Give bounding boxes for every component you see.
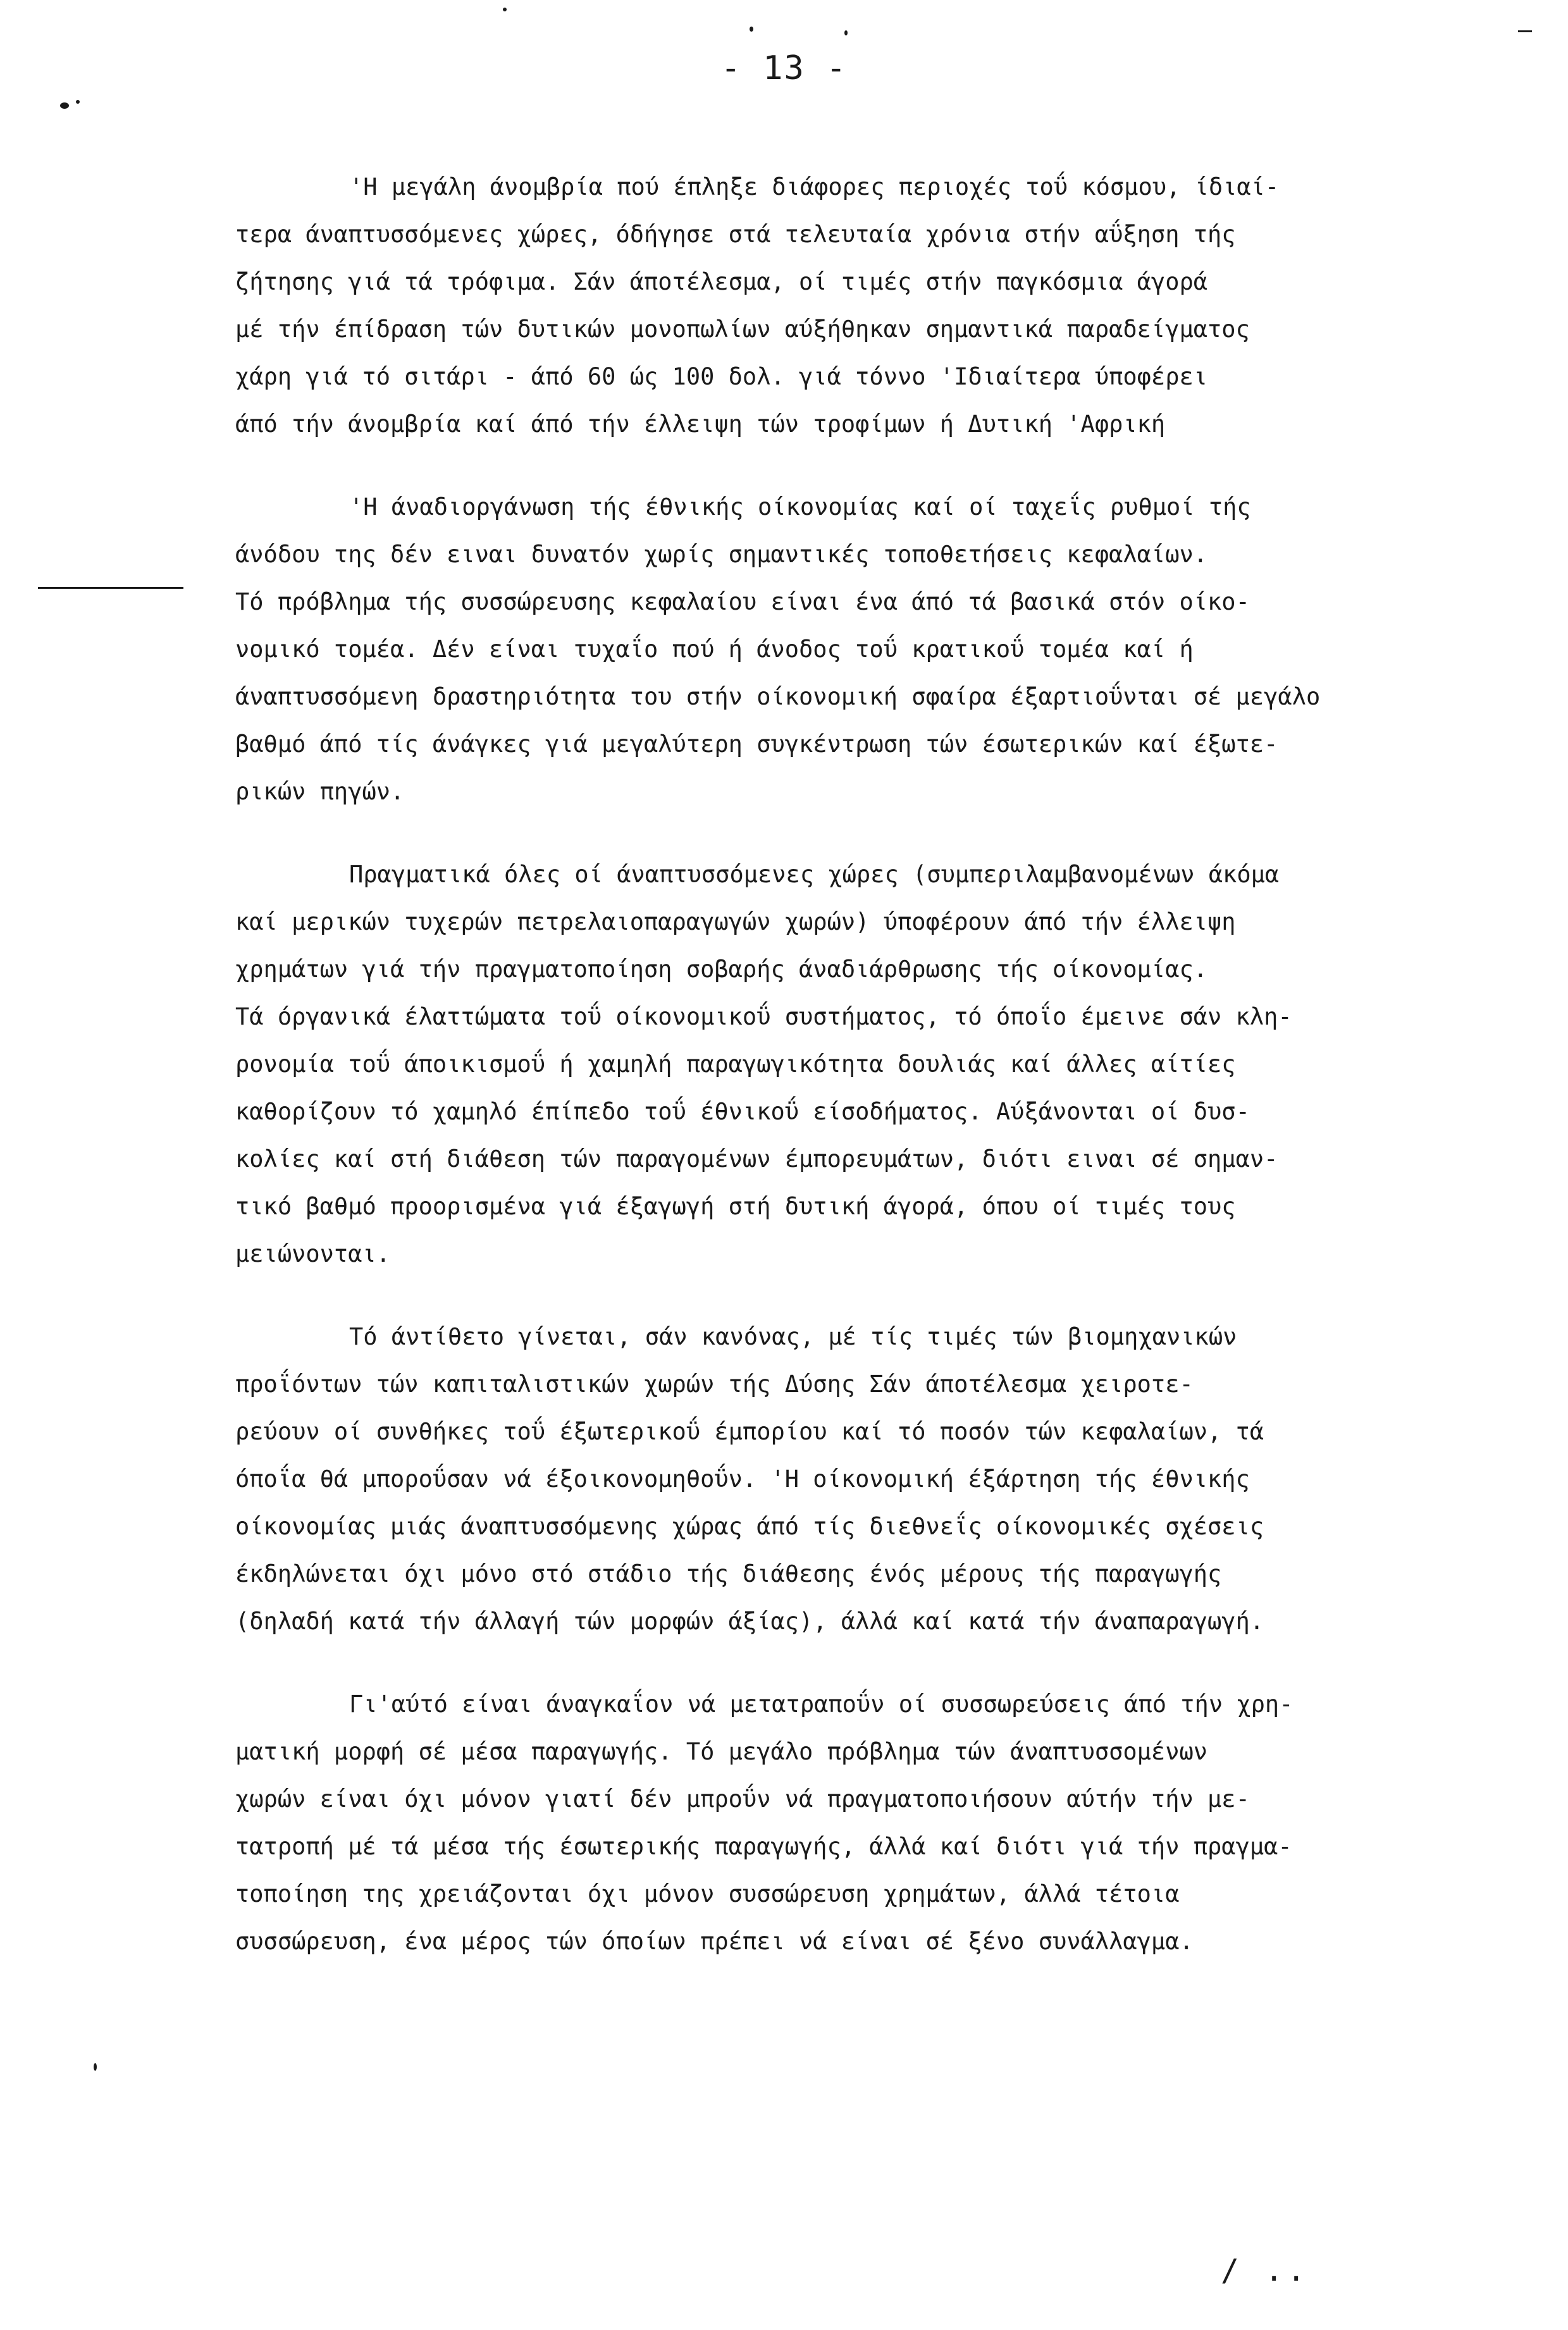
paragraph-4: [235, 1313, 1437, 1645]
text-line: ρεύουν οί συνθήκες τοΰ έξωτερικοΰ έμπορίου καί τό ποσόν τών κεφαλαίων, τά: [235, 1418, 1264, 1445]
paragraph-1: [235, 163, 1437, 448]
text-line: Πραγματικά όλες οί άναπτυσσόμενες χώρες (συμπεριλαμβανομένων άκόμα: [349, 861, 1280, 888]
scan-dash: [38, 587, 183, 589]
text-line: καί μερικών τυχερών πετρελαιοπαραγωγών χωρών) ύποφέρουν άπό τήν έλλειψη: [235, 908, 1236, 935]
body-text: [235, 163, 1437, 2000]
text-line: τερα άναπτυσσόμενες χώρες, όδήγησε στά τελευταία χρόνια στήν αΰξηση τής: [235, 221, 1236, 248]
text-line: Τό πρόβλημα τής συσσώρευσης κεφαλαίου είναι ένα άπό τά βασικά στόν οίκο-: [235, 588, 1250, 615]
page-number: - 13 -: [720, 49, 848, 87]
paragraph-3: [235, 851, 1437, 1278]
continuation-mark: / ..: [1221, 2253, 1309, 2288]
scan-speck: [844, 30, 848, 35]
text-line: καθορίζουν τό χαμηλό έπίπεδο τοΰ έθνικοΰ είσοδήματος. Αύξάνονται οί δυσ-: [235, 1098, 1250, 1125]
text-line: οίκονομίας μιάς άναπτυσσόμενης χώρας άπό τίς διεθνεΐς οίκονομικές σχέσεις: [235, 1513, 1264, 1540]
text-line: χρημάτων γιά τήν πραγματοποίηση σοβαρής άναδιάρθρωσης τής οίκονομίας.: [235, 956, 1208, 983]
scan-speck: [94, 2063, 97, 2071]
text-line: μέ τήν έπίδραση τών δυτικών μονοπωλίων αύξήθηκαν σημαντικά παραδείγματος: [235, 316, 1250, 343]
text-line: βαθμό άπό τίς άνάγκες γιά μεγαλύτερη συγκέντρωση τών έσωτερικών καί έξωτε-: [235, 730, 1278, 758]
text-line: άπό τήν άνομβρία καί άπό τήν έλλειψη τών τροφίμων ή Δυτική 'Αφρική: [235, 410, 1166, 438]
text-line: όποΐα θά μποροΰσαν νά έξοικονομηθοΰν. 'Η οίκονομική έξάρτηση τής έθνικής: [235, 1465, 1250, 1493]
text-line: χάρη γιά τό σιτάρι - άπό 60 ώς 100 δολ. γιά τόννο 'Ιδιαίτερα ύποφέρει: [235, 363, 1208, 390]
text-line: Τό άντίθετο γίνεται, σάν κανόνας, μέ τίς τιμές τών βιομηχανικών: [349, 1323, 1237, 1350]
text-line: τατροπή μέ τά μέσα τής έσωτερικής παραγωγής, άλλά καί διότι γιά τήν πραγμα-: [235, 1833, 1292, 1860]
text-line: άνόδου της δέν ειναι δυνατόν χωρίς σημαντικές τοποθετήσεις κεφαλαίων.: [235, 541, 1208, 568]
scan-dash: [1518, 30, 1532, 32]
text-line: (δηλαδή κατά τήν άλλαγή τών μορφών άξίας), άλλά καί κατά τήν άναπαραγωγή.: [235, 1608, 1264, 1635]
text-line: ρονομία τοΰ άποικισμοΰ ή χαμηλή παραγωγικότητα δουλιάς καί άλλες αίτίες: [235, 1051, 1236, 1078]
scan-speck: [60, 102, 69, 109]
text-line: συσσώρευση, ένα μέρος τών όποίων πρέπει νά είναι σέ ξένο συνάλλαγμα.: [235, 1928, 1194, 1955]
text-line: τοποίηση της χρειάζονται όχι μόνον συσσώρευση χρημάτων, άλλά τέτοια: [235, 1880, 1180, 1908]
text-line: νομικό τομέα. Δέν είναι τυχαΐο πού ή άνοδος τοΰ κρατικοΰ τομέα καί ή: [235, 636, 1194, 663]
text-line: Τά όργανικά έλαττώματα τοΰ οίκονομικοΰ συστήματος, τό όποΐο έμεινε σάν κλη-: [235, 1003, 1292, 1030]
text-line: 'Η μεγάλη άνομβρία πού έπληξε διάφορες περιοχές τοΰ κόσμου, ίδιαί-: [349, 173, 1280, 200]
text-line: μειώνονται.: [235, 1240, 391, 1267]
paragraph-2: [235, 483, 1437, 815]
text-line: ρικών πηγών.: [235, 778, 405, 805]
scan-speck: [503, 8, 507, 11]
text-line: έκδηλώνεται όχι μόνο στό στάδιο τής διάθεσης ένός μέρους τής παραγωγής: [235, 1560, 1222, 1587]
text-line: ματική μορφή σέ μέσα παραγωγής. Τό μεγάλο πρόβλημα τών άναπτυσσομένων: [235, 1738, 1208, 1765]
text-line: άναπτυσσόμενη δραστηριότητα του στήν οίκονομική σφαίρα έξαρτιοΰνται σέ μεγάλο: [235, 683, 1321, 710]
text-line: προΐόντων τών καπιταλιστικών χωρών τής Δύσης Σάν άποτέλεσμα χειροτε-: [235, 1371, 1194, 1398]
text-line: 'Η άναδιοργάνωση τής έθνικής οίκονομίας καί οί ταχεΐς ρυθμοί τής: [349, 493, 1251, 521]
text-line: κολίες καί στή διάθεση τών παραγομένων έμπορευμάτων, διότι ειναι σέ σημαν-: [235, 1145, 1278, 1173]
scan-speck: [76, 100, 80, 104]
text-line: τικό βαθμό προορισμένα γιά έξαγωγή στή δυτική άγορά, όπου οί τιμές τους: [235, 1193, 1236, 1220]
scan-speck: [750, 27, 753, 32]
paragraph-5: [235, 1680, 1437, 1965]
text-line: ζήτησης γιά τά τρόφιμα. Σάν άποτέλεσμα, οί τιμές στήν παγκόσμια άγορά: [235, 268, 1208, 295]
text-line: χωρών είναι όχι μόνον γιατί δέν μπροΰν νά πραγματοποιήσουν αύτήν τήν με-: [235, 1785, 1250, 1813]
text-line: Γι'αύτό είναι άναγκαΐον νά μετατραποΰν οί συσσωρεύσεις άπό τήν χρη-: [349, 1691, 1293, 1718]
